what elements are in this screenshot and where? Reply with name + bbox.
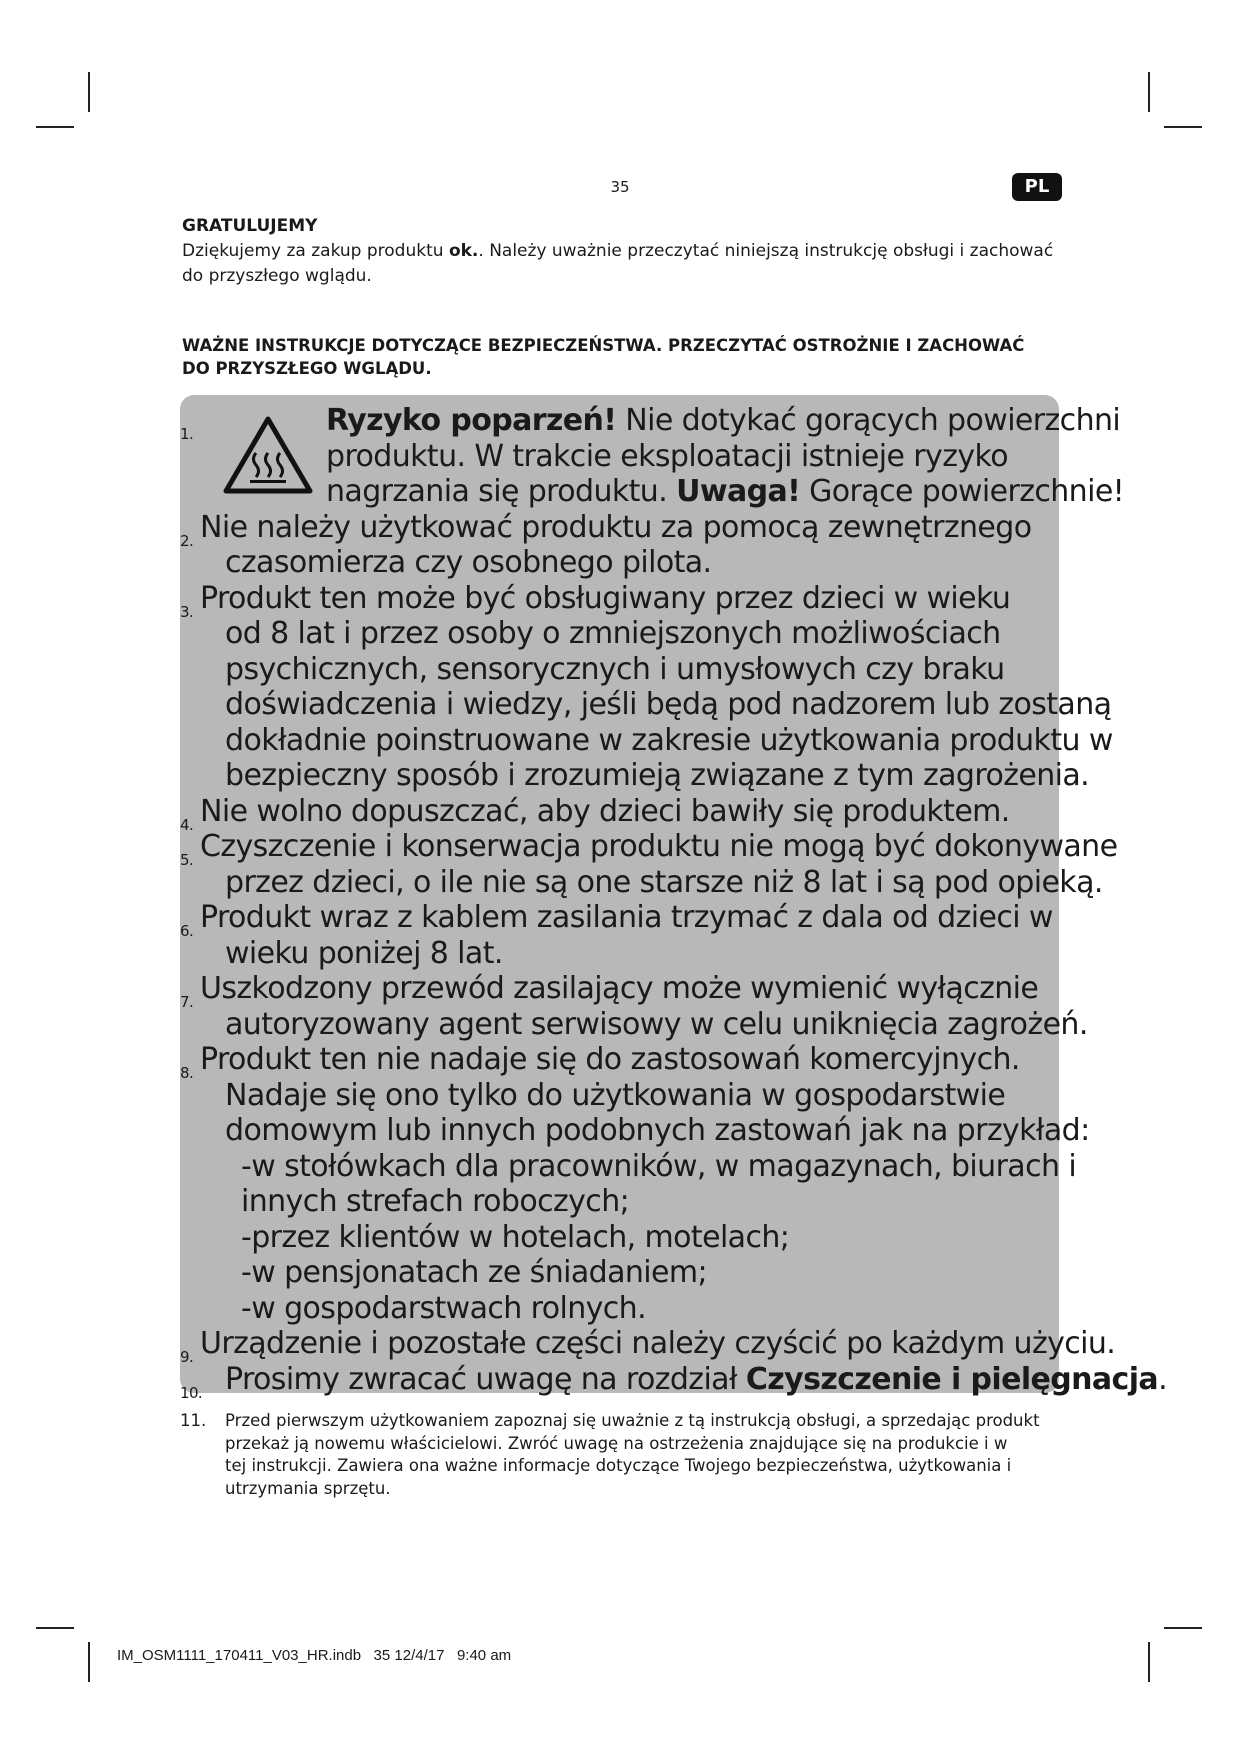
safety-item-11: 11. Przed pierwszym użytkowaniem zapoznaj się uważnie z tą instrukcją obsługi, a sprzedając produkt przekaż ją nowemu właścicielowi. Zwróć uwagę na ostrzeżenia znajdujące się na produkcie i w tej instrukcji. Zawiera ona ważne informacje dotyczące Twojego bezpieczeństwa, użytkowania i utrzymania sprzętu. [180,1411,1040,1498]
crop-mark [88,1642,90,1682]
item-number: 5. [180,851,194,869]
crop-mark [1164,1627,1202,1629]
warning-box [180,395,1168,1402]
language-badge: PL [1012,173,1062,201]
crop-mark [88,72,90,112]
item-number: 3. [180,602,194,621]
crop-mark [36,1627,74,1629]
intro-heading: GRATULUJEMY [182,216,318,236]
item-number: 8. [180,1064,194,1082]
safety-item-8: 8. Produkt ten nie nadaje się do zastosowań komercyjnych. Nadaje się ono tylko do użytkowania w gospodarstwie domowym lub innych podobnych zastowań jak na przykład: -w stołówkach dla pracowników, w magazynach, biurach i innych strefach roboczych; -przez klientów w hotelach, motelach; -w pensjonatach ze śniadaniem; -w gospodarstwach rolnych. [180,1042,1090,1326]
crop-mark [1148,72,1150,112]
item-number: 9. [180,1348,194,1366]
item-number: 7. [180,993,194,1011]
item-number: 4. [180,815,194,834]
crop-mark [1148,1642,1150,1682]
print-file-footer: IM_OSM1111_170411_V03_HR.indb 35 12/4/17 9:40 am [117,1647,512,1664]
safety-item-4: 4. Nie wolno dopuszczać, aby dzieci bawiły się produktem. [180,794,1049,830]
brand-name: ok. [448,241,479,261]
item-number: 1. [180,425,194,443]
safety-heading: WAŻNE INSTRUKCJE DOTYCZĄCE BEZPIECZEŃSTWA. PRZECZYTAĆ OSTROŻNIE I ZACHOWAĆ DO PRZYSZŁEGO WGLĄDU. [182,336,1025,378]
safety-item-1: 1. Ryzyko poparzeń! Nie dotykać gorących powierzchni produktu. W trakcie eksploatacji istnieje ryzyko nagrzania się produktu. Uwaga! Gorące powierzchnie! [180,403,1125,509]
safety-item-9: 9. Urządzenie i pozostałe części należy czyścić po każdym użyciu. [180,1326,1049,1362]
safety-item-2: 2. Nie należy użytkować produktu za pomocą zewnętrznego czasomierza czy osobnego pilota. [180,509,1032,580]
item-number: 10. [180,1383,203,1402]
intro-section [182,214,1062,289]
item-number: 11. [180,1411,207,1430]
chapter-reference: Czyszczenie i pielęgnacja [745,1361,1159,1397]
safety-item-7: 7. Uszkodzony przewód zasilający może wymienić wyłącznie autoryzowany agent serwisowy w celu uniknięcia zagrożeń. [180,971,1088,1042]
hot-surface-warning-icon [223,415,313,495]
safety-item-3: 3. Produkt ten może być obsługiwany przez dzieci w wieku od 8 lat i przez osoby o zmniejszonych możliwościach psychicznych, sensorycznych i umysłowych czy braku doświadczenia i wiedzy, jeśli będą pod nadzorem lub zostaną dokładnie poinstruowane w zakresie użytkowania produktu w bezpieczny sposób i zrozumieją związane z tym zagrożenia. [180,580,1113,793]
crop-mark [1164,126,1202,128]
safety-item-5: 5. Czyszczenie i konserwacja produktu nie mogą być dokonywane przez dzieci, o ile nie są one starsze niż 8 lat i są pod opieką. [180,829,1118,900]
page-number: 35 [610,178,630,196]
crop-mark [36,126,74,128]
item-number: 2. [180,531,194,550]
safety-item-10: 10. Prosimy zwracać uwagę na rozdział Czyszczenie i pielęgnacja. [180,1362,1049,1398]
intro-text: Dziękujemy za zakup produktu ok.. Należy uważnie przeczytać niniejszą instrukcję obsługi i zachować do przyszłego wglądu. [182,241,1054,286]
safety-item-6: 6. Produkt wraz z kablem zasilania trzymać z dala od dzieci w wieku poniżej 8 lat. [180,900,1053,971]
item-number: 6. [180,922,194,940]
